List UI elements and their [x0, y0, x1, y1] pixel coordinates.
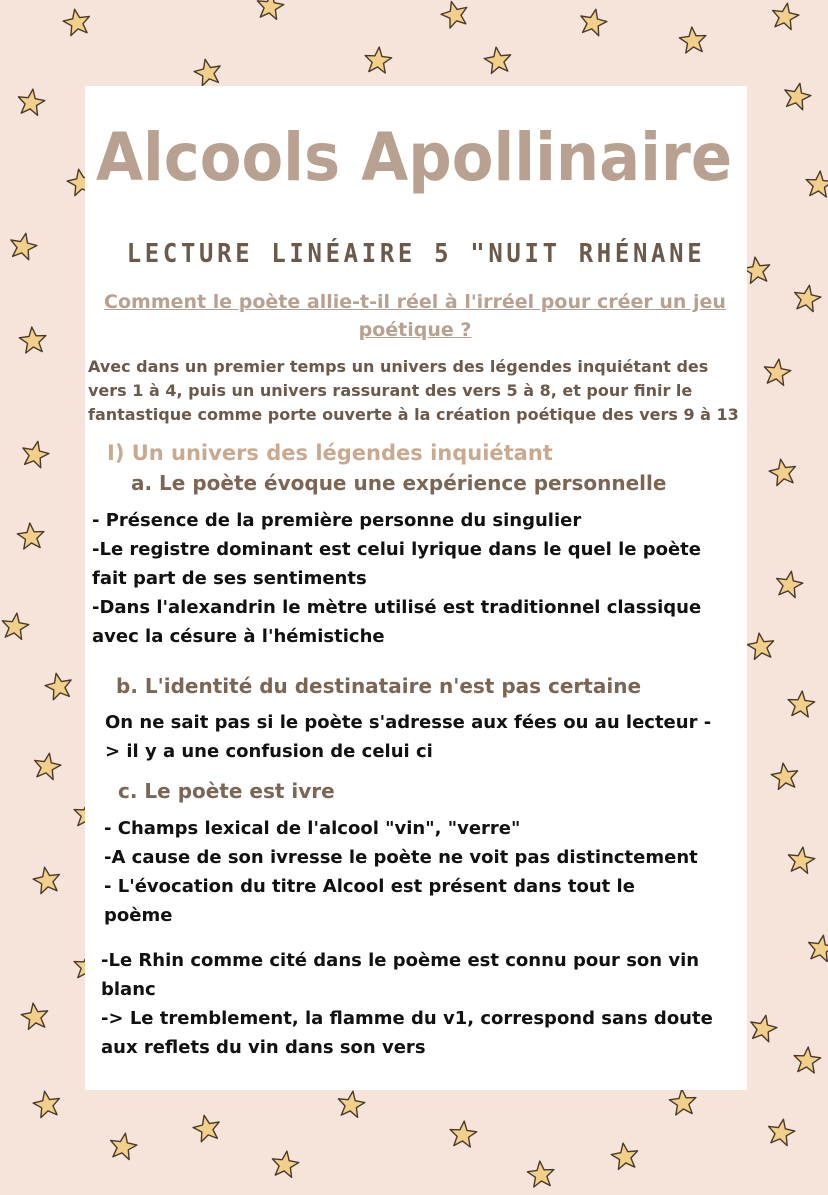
star-icon — [779, 79, 815, 115]
star-icon — [791, 1045, 824, 1078]
page-subtitle: LECTURE LINÉAIRE 5 "NUIT RHÉNANE — [126, 239, 706, 269]
problematic-question — [100, 288, 730, 344]
star-icon — [790, 282, 825, 317]
body-line: On ne sait pas si le poète s'adresse aux fées ou au lecteur - — [105, 712, 712, 733]
star-icon — [17, 437, 53, 473]
star-icon — [481, 44, 515, 78]
section-c-body — [104, 814, 744, 930]
star-icon — [768, 0, 803, 34]
star-icon — [785, 689, 818, 722]
body-line: avec la césure à l'hémistiche — [92, 626, 385, 647]
part-one-heading: I) Un univers des légendes inquiétant — [107, 441, 553, 465]
body-line: aux reflets du vin dans son vers — [101, 1037, 426, 1058]
question-line: poétique ? — [358, 319, 472, 341]
star-icon — [760, 356, 794, 390]
star-icon — [189, 1111, 225, 1147]
star-icon — [768, 760, 802, 794]
star-icon — [447, 1119, 480, 1152]
star-icon — [362, 45, 395, 78]
body-line: - Champs lexical de l'alcool "vin", "verre" — [104, 818, 521, 839]
body-line: fait part de ses sentiments — [92, 568, 367, 589]
body-line: -Le Rhin comme cité dans le poème est connu pour son vin — [101, 950, 700, 971]
star-icon — [784, 844, 818, 878]
star-icon — [744, 630, 778, 664]
section-c-heading: c. Le poète est ivre — [118, 779, 335, 803]
star-icon — [30, 750, 65, 785]
body-line: - Présence de la première personne du singulier — [92, 510, 582, 531]
star-icon — [525, 1159, 558, 1192]
star-icon — [60, 6, 95, 41]
star-icon — [575, 5, 611, 41]
star-icon — [30, 864, 65, 899]
star-icon — [667, 1087, 700, 1120]
body-line: - L'évocation du titre Alcool est présent dans tout le — [104, 876, 635, 897]
star-icon — [14, 86, 48, 120]
star-icon — [5, 229, 41, 265]
star-icon — [437, 0, 474, 33]
star-icon — [0, 610, 32, 644]
section-c-body-continued — [101, 946, 741, 1062]
section-a-heading: a. Le poète évoque une expérience personnelle — [131, 471, 667, 495]
star-icon — [772, 568, 807, 603]
body-line: > il y a une confusion de celui ci — [105, 741, 433, 762]
intro-line: fantastique comme porte ouverte à la création poétique des vers 9 à 13 — [88, 405, 739, 424]
star-icon — [18, 1000, 52, 1034]
question-line: Comment le poète allie-t-il réel à l'irréel pour créer un jeu — [104, 291, 726, 313]
star-icon — [334, 1088, 368, 1122]
star-icon — [17, 325, 50, 358]
star-icon — [253, 0, 287, 24]
body-line: poème — [104, 905, 173, 926]
body-line: -> Le tremblement, la flamme du v1, correspond sans doute — [101, 1008, 713, 1029]
intro-line: vers 1 à 4, puis un univers rassurant des vers 5 à 8, et pour finir le — [88, 381, 693, 400]
star-icon — [745, 1011, 781, 1047]
star-icon — [677, 25, 710, 58]
body-line: -A cause de son ivresse le poète ne voit pas distinctement — [104, 847, 698, 868]
star-icon — [268, 1148, 302, 1182]
body-line: blanc — [101, 979, 156, 1000]
intro-line: Avec dans un premier temps un univers des légendes inquiétant des — [88, 357, 709, 376]
section-b-heading: b. L'identité du destinataire n'est pas certaine — [116, 674, 642, 698]
star-icon — [804, 932, 828, 967]
body-line: -Dans l'alexandrin le mètre utilisé est traditionnel classique — [92, 597, 702, 618]
body-line: -Le registre dominant est celui lyrique dans le quel le poète — [92, 539, 701, 560]
star-icon — [608, 1140, 642, 1174]
section-b-body — [105, 708, 745, 766]
star-icon — [803, 169, 828, 202]
star-icon — [30, 1088, 65, 1123]
star-icon — [106, 1130, 141, 1165]
star-icon — [764, 1116, 799, 1151]
section-a-body — [92, 506, 732, 651]
star-icon — [41, 669, 77, 705]
star-icon — [15, 521, 48, 554]
plan-introduction — [88, 355, 738, 427]
page-title: Alcools Apollinaire — [95, 119, 733, 196]
